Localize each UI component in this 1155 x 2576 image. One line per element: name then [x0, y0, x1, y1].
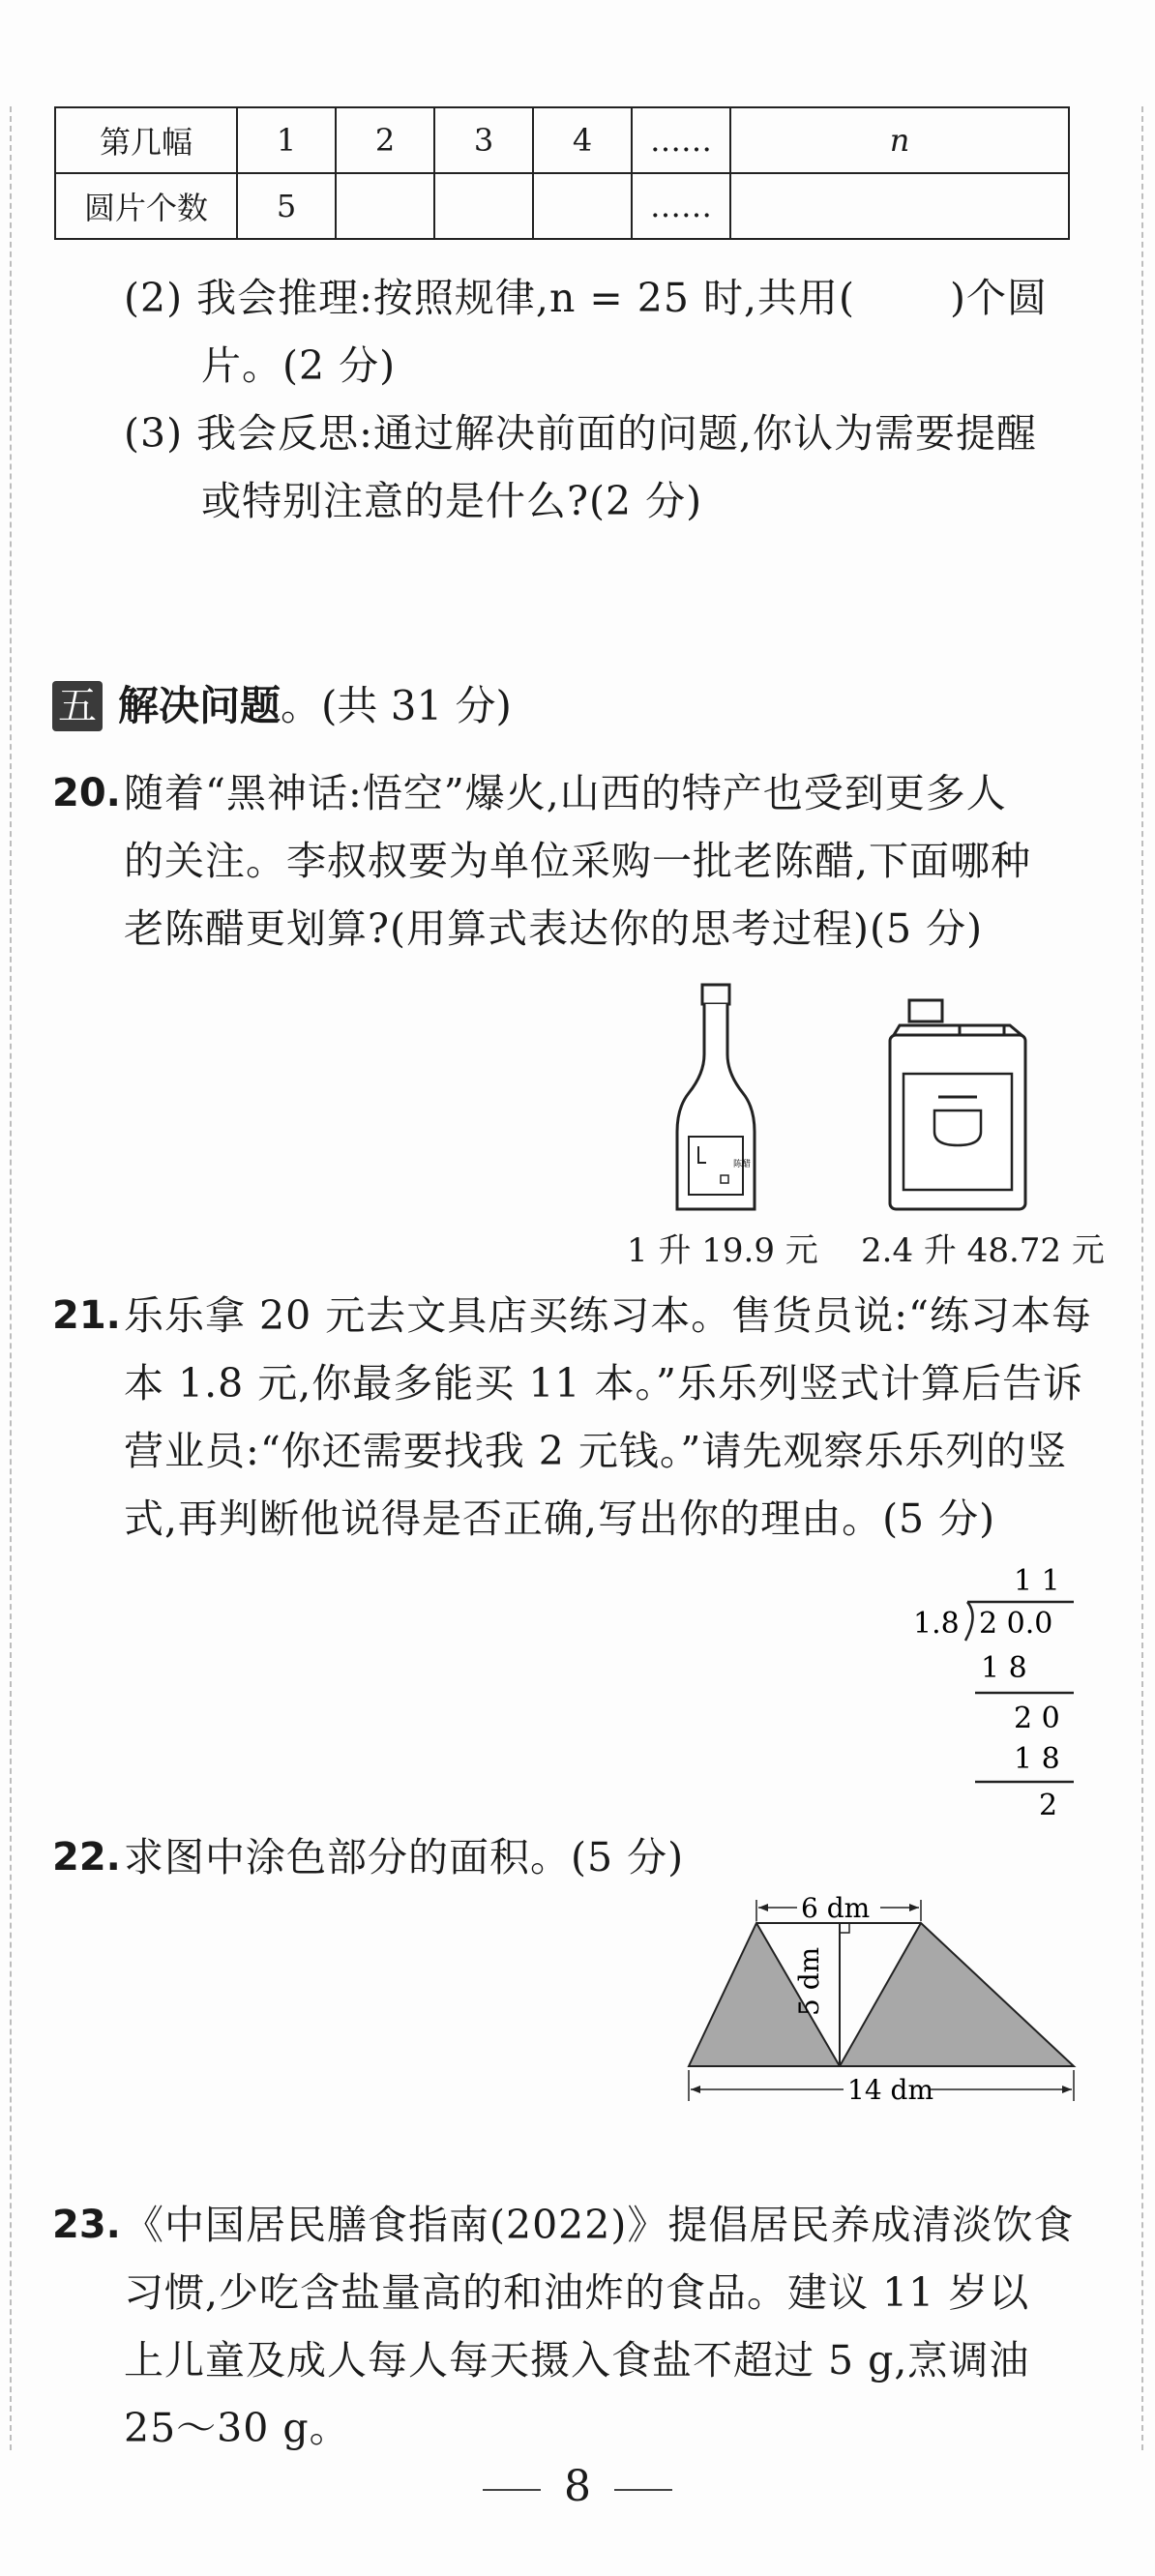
q20-number: 20. — [52, 771, 121, 815]
table-cell: n — [730, 107, 1069, 173]
table-row-header: 圆片个数 — [55, 173, 237, 239]
shaded-area-figure — [677, 1896, 1083, 2109]
table-cell-blank[interactable] — [336, 173, 434, 239]
binding-margin-left — [10, 106, 12, 2450]
height-dimension-label: 5 dm — [793, 1946, 825, 2016]
division-remainder: 2 — [1039, 1789, 1058, 1819]
page-number: 8 — [564, 2462, 591, 2511]
q23-line3: 上儿童及成人每人每天摄入食盐不超过 5 g,烹调油 — [124, 2337, 1030, 2384]
table-cell: 4 — [533, 107, 632, 173]
table-row — [55, 173, 1069, 239]
q21-line4: 式,再判断他说得是否正确,写出你的理由。(5 分) — [124, 1495, 996, 1542]
table-row — [55, 107, 1069, 173]
q20-line1: 随着“黑神话:悟空”爆火,山西的特产也受到更多人 — [124, 770, 1007, 816]
long-division — [890, 1557, 1083, 1819]
q19-part3-line2: 或特别注意的是什么?(2 分) — [201, 478, 703, 524]
q19-part2-line1: (2) 我会推理:按照规律,n = 25 时,共用( )个圆 — [124, 275, 1049, 321]
page-number-footer — [0, 2462, 1155, 2511]
q23-line4: 25～30 g。 — [124, 2405, 350, 2451]
q22-number: 22. — [52, 1835, 121, 1880]
jug-price-caption: 2.4 升 48.72 元 — [861, 1231, 1105, 1270]
footer-dash-right — [614, 2489, 672, 2491]
q22-line1: 求图中涂色部分的面积。(5 分) — [124, 1834, 685, 1880]
footer-dash-left — [483, 2489, 541, 2491]
q21-line1: 乐乐拿 20 元去文具店买练习本。售货员说:“练习本每 — [124, 1292, 1093, 1339]
section-title: 解决问题 — [118, 682, 281, 729]
top-dimension-label: 6 dm — [801, 1896, 871, 1924]
division-step3: 1 8 — [1014, 1742, 1060, 1776]
table-cell: 1 — [237, 107, 336, 173]
division-quotient: 1 1 — [1014, 1564, 1060, 1598]
q19-part3-line1: (3) 我会反思:通过解决前面的问题,你认为需要提醒 — [124, 410, 1037, 457]
q19-part2-line2: 片。(2 分) — [201, 342, 397, 389]
division-step1: 1 8 — [981, 1651, 1027, 1685]
binding-margin-right — [1141, 106, 1143, 2450]
bottle-label: 陈醋 — [733, 1160, 752, 1170]
table-cell: 5 — [237, 173, 336, 239]
table-cell-blank[interactable] — [730, 173, 1069, 239]
table-cell: …… — [632, 107, 730, 173]
q21-line3: 营业员:“你还需要找我 2 元钱。”请先观察乐乐列的竖 — [124, 1428, 1068, 1474]
division-dividend: 2 0.0 — [979, 1607, 1053, 1641]
division-step2: 2 0 — [1014, 1702, 1060, 1735]
q23-line2: 习惯,少吃含盐量高的和油炸的食品。建议 11 岁以 — [124, 2269, 1030, 2316]
vinegar-jug-illustration — [880, 996, 1035, 1219]
q20-line3: 老陈醋更划算?(用算式表达你的思考过程)(5 分) — [124, 905, 984, 952]
q23-number: 23. — [52, 2203, 121, 2247]
base-dimension-label: 14 dm — [847, 2074, 934, 2106]
q21-number: 21. — [52, 1293, 121, 1338]
section-header — [52, 677, 512, 735]
table-cell-blank[interactable] — [533, 173, 632, 239]
q20-line2: 的关注。李叔叔要为单位采购一批老陈醋,下面哪种 — [124, 838, 1032, 884]
vinegar-bottle-illustration — [667, 977, 784, 1219]
bottle-price-caption: 1 升 19.9 元 — [627, 1231, 818, 1270]
table-row-header: 第几幅 — [55, 107, 237, 173]
section-badge: 五 — [52, 681, 103, 731]
section-points: 。(共 31 分) — [281, 682, 512, 729]
table-cell: 3 — [434, 107, 533, 173]
pattern-table — [54, 106, 1070, 240]
q23-line1: 《中国居民膳食指南(2022)》提倡居民养成清淡饮食 — [124, 2202, 1075, 2248]
table-cell: 2 — [336, 107, 434, 173]
table-cell-blank[interactable] — [434, 173, 533, 239]
table-cell: …… — [632, 173, 730, 239]
q21-line2: 本 1.8 元,你最多能买 11 本。”乐乐列竖式计算后告诉 — [124, 1360, 1083, 1406]
division-divisor: 1.8 — [913, 1607, 960, 1641]
